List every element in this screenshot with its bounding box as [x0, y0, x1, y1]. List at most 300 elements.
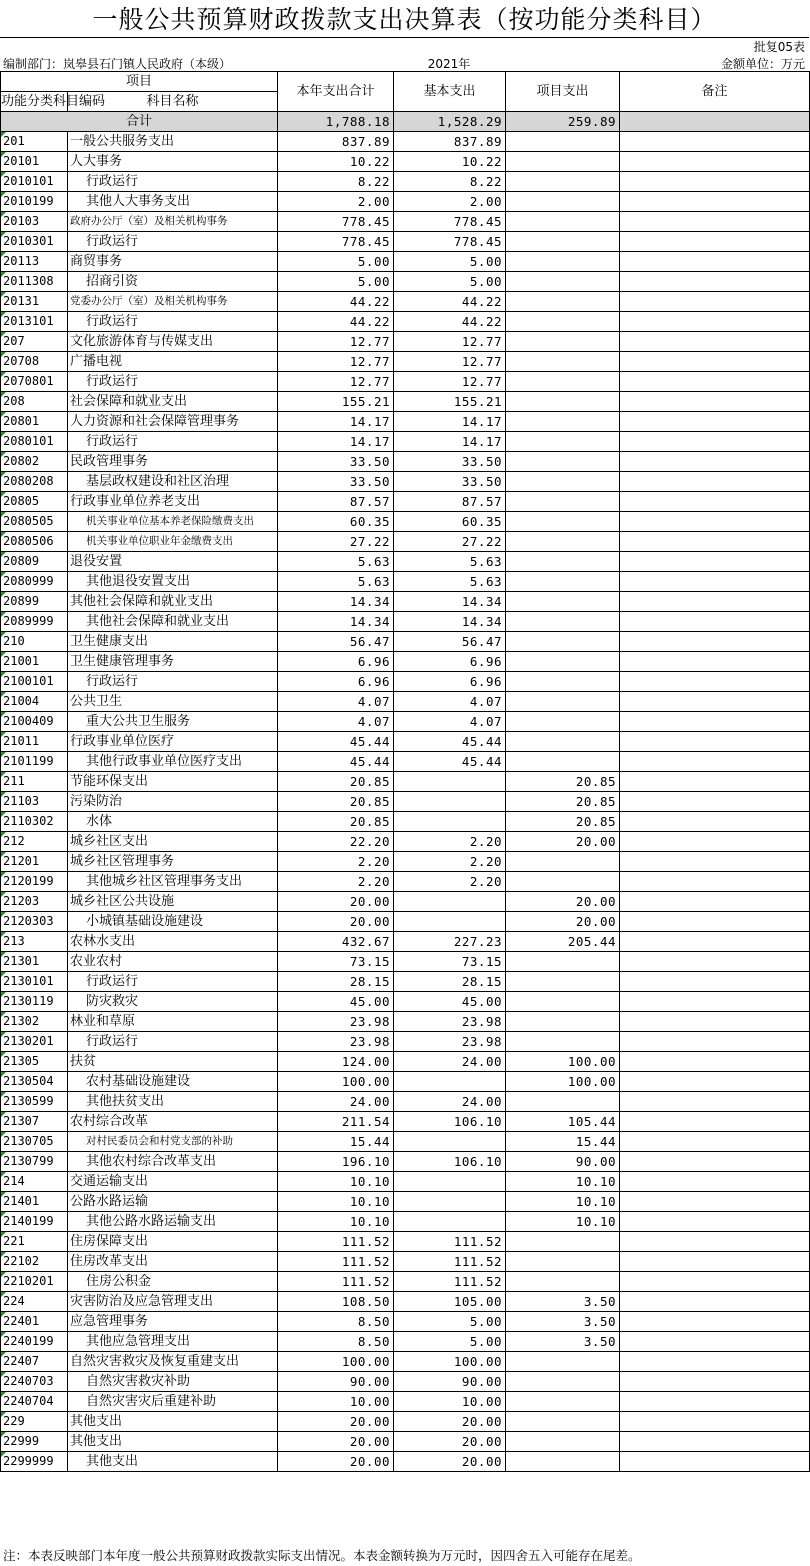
row-project: [506, 952, 620, 972]
row-basic: 5.00: [394, 1332, 506, 1352]
row-remark: [620, 472, 810, 492]
row-project: [506, 852, 620, 872]
row-project: 10.10: [506, 1212, 620, 1232]
row-code: 22102: [1, 1252, 68, 1272]
row-total: 837.89: [278, 132, 394, 152]
table-row: [1, 252, 810, 272]
table-row: [1, 272, 810, 292]
row-project: [506, 612, 620, 632]
row-code: 21001: [1, 652, 68, 672]
row-basic: 14.34: [394, 592, 506, 612]
table-row: [1, 292, 810, 312]
row-name: 自然灾害救灾及恢复重建支出: [68, 1352, 278, 1372]
row-project: [506, 652, 620, 672]
row-remark: [620, 1332, 810, 1352]
row-code: 22407: [1, 1352, 68, 1372]
row-code: 2130504: [1, 1072, 68, 1092]
table-row: [1, 392, 810, 412]
row-code: 2010199: [1, 192, 68, 212]
row-total: 5.00: [278, 252, 394, 272]
row-code: 20805: [1, 492, 68, 512]
row-code: 21203: [1, 892, 68, 912]
row-name: 小城镇基础设施建设: [68, 912, 278, 932]
row-name: 城乡社区管理事务: [68, 852, 278, 872]
row-total: 14.17: [278, 412, 394, 432]
row-total: 24.00: [278, 1092, 394, 1112]
row-remark: [620, 792, 810, 812]
row-remark: [620, 192, 810, 212]
table-row: [1, 1132, 810, 1152]
row-name: 其他农村综合改革支出: [68, 1152, 278, 1172]
row-total: 4.07: [278, 692, 394, 712]
header-basic: 基本支出: [394, 72, 506, 112]
row-name: 城乡社区支出: [68, 832, 278, 852]
table-row: [1, 1312, 810, 1332]
row-code: 2080505: [1, 512, 68, 532]
row-project: 205.44: [506, 932, 620, 952]
row-code: 2100101: [1, 672, 68, 692]
row-total: 111.52: [278, 1272, 394, 1292]
table-row: [1, 1292, 810, 1312]
row-total: 778.45: [278, 232, 394, 252]
row-project: [506, 1032, 620, 1052]
row-name: 行政事业单位医疗: [68, 732, 278, 752]
header-item: 项目: [1, 72, 278, 92]
row-project: 3.50: [506, 1292, 620, 1312]
row-project: [506, 1372, 620, 1392]
row-remark: [620, 312, 810, 332]
total-row: [1, 112, 810, 132]
row-basic: 6.96: [394, 672, 506, 692]
row-total: 14.34: [278, 592, 394, 612]
row-total: 2.20: [278, 872, 394, 892]
row-project: [506, 712, 620, 732]
row-remark: [620, 132, 810, 152]
row-code: 211: [1, 772, 68, 792]
row-project: 20.85: [506, 772, 620, 792]
row-remark: [620, 912, 810, 932]
row-project: [506, 532, 620, 552]
row-name: 其他支出: [68, 1432, 278, 1452]
row-remark: [620, 392, 810, 412]
row-code: 20101: [1, 152, 68, 172]
row-name: 水体: [68, 812, 278, 832]
row-code: 2110302: [1, 812, 68, 832]
row-basic: 155.21: [394, 392, 506, 412]
row-basic: 73.15: [394, 952, 506, 972]
row-code: 20131: [1, 292, 68, 312]
header-name: 科目名称: [68, 92, 278, 112]
row-code: 212: [1, 832, 68, 852]
row-remark: [620, 1412, 810, 1432]
table-row: [1, 1412, 810, 1432]
row-code: 207: [1, 332, 68, 352]
row-basic: 33.50: [394, 472, 506, 492]
row-name: 农林水支出: [68, 932, 278, 952]
row-remark: [620, 492, 810, 512]
row-project: [506, 152, 620, 172]
row-project: [506, 1232, 620, 1252]
row-code: 2130119: [1, 992, 68, 1012]
row-basic: [394, 912, 506, 932]
row-name: 行政运行: [68, 432, 278, 452]
row-name: 节能环保支出: [68, 772, 278, 792]
row-basic: 28.15: [394, 972, 506, 992]
row-basic: 56.47: [394, 632, 506, 652]
total-project: 259.89: [506, 112, 620, 132]
row-total: 10.10: [278, 1192, 394, 1212]
row-basic: 44.22: [394, 292, 506, 312]
row-name: 政府办公厅（室）及相关机构事务: [68, 212, 278, 232]
row-project: [506, 572, 620, 592]
table-row: [1, 1252, 810, 1272]
row-project: [506, 292, 620, 312]
row-remark: [620, 1052, 810, 1072]
row-basic: [394, 1072, 506, 1092]
table-row: [1, 1232, 810, 1252]
row-name: 其他退役安置支出: [68, 572, 278, 592]
row-remark: [620, 452, 810, 472]
row-remark: [620, 1252, 810, 1272]
row-code: 224: [1, 1292, 68, 1312]
row-name: 农村基础设施建设: [68, 1072, 278, 1092]
row-name: 公路水路运输: [68, 1192, 278, 1212]
row-total: 432.67: [278, 932, 394, 952]
row-remark: [620, 712, 810, 732]
row-code: 2080101: [1, 432, 68, 452]
table-row: [1, 1212, 810, 1232]
row-total: 23.98: [278, 1032, 394, 1052]
row-name: 林业和草原: [68, 1012, 278, 1032]
row-project: [506, 212, 620, 232]
row-project: 20.00: [506, 892, 620, 912]
row-project: [506, 492, 620, 512]
row-name: 党委办公厅（室）及相关机构事务: [68, 292, 278, 312]
row-basic: 111.52: [394, 1272, 506, 1292]
row-basic: 90.00: [394, 1372, 506, 1392]
row-code: 2130799: [1, 1152, 68, 1172]
row-name: 文化旅游体育与传媒支出: [68, 332, 278, 352]
row-total: 44.22: [278, 292, 394, 312]
row-project: [506, 1092, 620, 1112]
row-total: 87.57: [278, 492, 394, 512]
row-remark: [620, 432, 810, 452]
row-name: 污染防治: [68, 792, 278, 812]
table-row: [1, 1112, 810, 1132]
row-basic: [394, 892, 506, 912]
row-basic: [394, 792, 506, 812]
row-basic: [394, 1172, 506, 1192]
row-remark: [620, 1432, 810, 1452]
row-name: 广播电视: [68, 352, 278, 372]
row-name: 防灾救灾: [68, 992, 278, 1012]
table-row: [1, 732, 810, 752]
row-remark: [620, 1072, 810, 1092]
row-basic: 5.00: [394, 272, 506, 292]
row-remark: [620, 1452, 810, 1472]
row-code: 2089999: [1, 612, 68, 632]
row-basic: 20.00: [394, 1432, 506, 1452]
row-project: 20.85: [506, 812, 620, 832]
row-code: 2080506: [1, 532, 68, 552]
row-code: 229: [1, 1412, 68, 1432]
row-code: 21301: [1, 952, 68, 972]
row-name: 行政运行: [68, 972, 278, 992]
row-project: [506, 732, 620, 752]
row-name: 交通运输支出: [68, 1172, 278, 1192]
row-remark: [620, 1092, 810, 1112]
row-total: 20.00: [278, 892, 394, 912]
row-project: 105.44: [506, 1112, 620, 1132]
table-row: [1, 1272, 810, 1292]
row-remark: [620, 152, 810, 172]
row-code: 20809: [1, 552, 68, 572]
row-basic: 44.22: [394, 312, 506, 332]
header-code: 功能分类科目编码: [1, 92, 68, 112]
report-meta: [0, 55, 809, 71]
row-total: 4.07: [278, 712, 394, 732]
row-code: 2011308: [1, 272, 68, 292]
row-remark: [620, 652, 810, 672]
row-remark: [620, 1292, 810, 1312]
row-total: 778.45: [278, 212, 394, 232]
row-project: [506, 972, 620, 992]
row-remark: [620, 1192, 810, 1212]
table-row: [1, 332, 810, 352]
row-remark: [620, 232, 810, 252]
row-basic: 105.00: [394, 1292, 506, 1312]
row-remark: [620, 352, 810, 372]
row-name: 机关事业单位职业年金缴费支出: [68, 532, 278, 552]
row-remark: [620, 1152, 810, 1172]
row-basic: 20.00: [394, 1452, 506, 1472]
row-total: 45.44: [278, 732, 394, 752]
table-row: [1, 872, 810, 892]
row-project: 20.00: [506, 832, 620, 852]
row-remark: [620, 752, 810, 772]
row-remark: [620, 572, 810, 592]
table-row: [1, 792, 810, 812]
row-basic: 24.00: [394, 1092, 506, 1112]
row-total: 27.22: [278, 532, 394, 552]
row-code: 221: [1, 1232, 68, 1252]
row-name: 住房改革支出: [68, 1252, 278, 1272]
table-row: [1, 612, 810, 632]
row-code: 2101199: [1, 752, 68, 772]
row-total: 124.00: [278, 1052, 394, 1072]
row-name: 农村综合改革: [68, 1112, 278, 1132]
table-row: [1, 892, 810, 912]
row-basic: 837.89: [394, 132, 506, 152]
table-row: [1, 852, 810, 872]
row-basic: 5.00: [394, 1312, 506, 1332]
row-basic: 33.50: [394, 452, 506, 472]
row-name: 退役安置: [68, 552, 278, 572]
row-code: 21307: [1, 1112, 68, 1132]
row-remark: [620, 1212, 810, 1232]
row-total: 15.44: [278, 1132, 394, 1152]
row-project: [506, 1432, 620, 1452]
row-basic: 778.45: [394, 212, 506, 232]
row-total: 196.10: [278, 1152, 394, 1172]
row-name: 卫生健康支出: [68, 632, 278, 652]
row-total: 45.44: [278, 752, 394, 772]
table-row: [1, 352, 810, 372]
row-code: 20103: [1, 212, 68, 232]
table-row: [1, 652, 810, 672]
row-project: [506, 432, 620, 452]
row-project: [506, 512, 620, 532]
table-row: [1, 932, 810, 952]
row-basic: 45.44: [394, 752, 506, 772]
row-name: 其他行政事业单位医疗支出: [68, 752, 278, 772]
row-project: 20.85: [506, 792, 620, 812]
row-total: 8.50: [278, 1332, 394, 1352]
row-name: 行政运行: [68, 172, 278, 192]
row-name: 住房公积金: [68, 1272, 278, 1292]
header-project: 项目支出: [506, 72, 620, 112]
row-name: 其他社会保障和就业支出: [68, 612, 278, 632]
row-name: 招商引资: [68, 272, 278, 292]
row-basic: 5.63: [394, 572, 506, 592]
row-total: 20.00: [278, 1412, 394, 1432]
row-project: 100.00: [506, 1072, 620, 1092]
row-project: [506, 752, 620, 772]
row-basic: [394, 812, 506, 832]
row-code: 22999: [1, 1432, 68, 1452]
row-name: 农业农村: [68, 952, 278, 972]
row-code: 2080999: [1, 572, 68, 592]
row-remark: [620, 412, 810, 432]
row-total: 12.77: [278, 372, 394, 392]
row-total: 6.96: [278, 652, 394, 672]
total-label: 合计: [1, 112, 278, 132]
row-project: [506, 1452, 620, 1472]
row-total: 20.00: [278, 912, 394, 932]
row-code: 2140199: [1, 1212, 68, 1232]
divider-line: [0, 37, 809, 38]
row-basic: 111.52: [394, 1232, 506, 1252]
row-remark: [620, 1352, 810, 1372]
row-name: 民政管理事务: [68, 452, 278, 472]
table-row: [1, 152, 810, 172]
table-row: [1, 492, 810, 512]
row-remark: [620, 532, 810, 552]
row-basic: 5.00: [394, 252, 506, 272]
table-row: [1, 212, 810, 232]
row-code: 2240199: [1, 1332, 68, 1352]
row-total: 20.00: [278, 1432, 394, 1452]
row-name: 其他扶贫支出: [68, 1092, 278, 1112]
row-total: 44.22: [278, 312, 394, 332]
table-row: [1, 1172, 810, 1192]
row-remark: [620, 612, 810, 632]
row-project: [506, 1272, 620, 1292]
row-code: 20802: [1, 452, 68, 472]
row-total: 45.00: [278, 992, 394, 1012]
row-name: 一般公共服务支出: [68, 132, 278, 152]
row-remark: [620, 772, 810, 792]
row-remark: [620, 1132, 810, 1152]
table-row: [1, 1192, 810, 1212]
row-code: 210: [1, 632, 68, 652]
table-row: [1, 172, 810, 192]
row-total: 10.10: [278, 1212, 394, 1232]
row-basic: [394, 772, 506, 792]
row-code: 2130101: [1, 972, 68, 992]
table-row: [1, 232, 810, 252]
table-row: [1, 692, 810, 712]
row-total: 5.63: [278, 572, 394, 592]
row-total: 90.00: [278, 1372, 394, 1392]
row-name: 扶贫: [68, 1052, 278, 1072]
row-project: [506, 352, 620, 372]
row-remark: [620, 1272, 810, 1292]
row-basic: 100.00: [394, 1352, 506, 1372]
table-row: [1, 592, 810, 612]
row-total: 6.96: [278, 672, 394, 692]
row-basic: 12.77: [394, 372, 506, 392]
compiling-unit: 编制部门：岚皋县石门镇人民政府（本级）: [3, 57, 232, 71]
report-year: 2021年: [427, 57, 471, 71]
row-code: 214: [1, 1172, 68, 1192]
row-basic: 24.00: [394, 1052, 506, 1072]
row-basic: 23.98: [394, 1032, 506, 1052]
row-total: 108.50: [278, 1292, 394, 1312]
table-row: [1, 1352, 810, 1372]
row-project: [506, 472, 620, 492]
row-name: 行政事业单位养老支出: [68, 492, 278, 512]
row-basic: 8.22: [394, 172, 506, 192]
row-name: 灾害防治及应急管理支出: [68, 1292, 278, 1312]
row-name: 卫生健康管理事务: [68, 652, 278, 672]
row-name: 其他公路水路运输支出: [68, 1212, 278, 1232]
row-code: 20899: [1, 592, 68, 612]
row-total: 8.22: [278, 172, 394, 192]
table-row: [1, 772, 810, 792]
row-remark: [620, 852, 810, 872]
row-project: [506, 412, 620, 432]
row-remark: [620, 972, 810, 992]
total-basic: 1,528.29: [394, 112, 506, 132]
table-row: [1, 832, 810, 852]
row-total: 2.20: [278, 852, 394, 872]
row-total: 14.17: [278, 432, 394, 452]
row-basic: 60.35: [394, 512, 506, 532]
row-remark: [620, 332, 810, 352]
row-total: 73.15: [278, 952, 394, 972]
row-project: 15.44: [506, 1132, 620, 1152]
row-basic: 2.20: [394, 872, 506, 892]
row-project: 10.10: [506, 1192, 620, 1212]
table-row: [1, 912, 810, 932]
row-total: 23.98: [278, 1012, 394, 1032]
table-row: [1, 1052, 810, 1072]
table-row: [1, 632, 810, 652]
row-total: 10.22: [278, 152, 394, 172]
row-remark: [620, 672, 810, 692]
row-basic: 2.00: [394, 192, 506, 212]
row-project: [506, 452, 620, 472]
row-code: 213: [1, 932, 68, 952]
row-name: 其他支出: [68, 1452, 278, 1472]
row-name: 行政运行: [68, 1032, 278, 1052]
row-project: [506, 672, 620, 692]
row-code: 2130599: [1, 1092, 68, 1112]
table-row: [1, 812, 810, 832]
row-project: 3.50: [506, 1332, 620, 1352]
row-project: [506, 1352, 620, 1372]
